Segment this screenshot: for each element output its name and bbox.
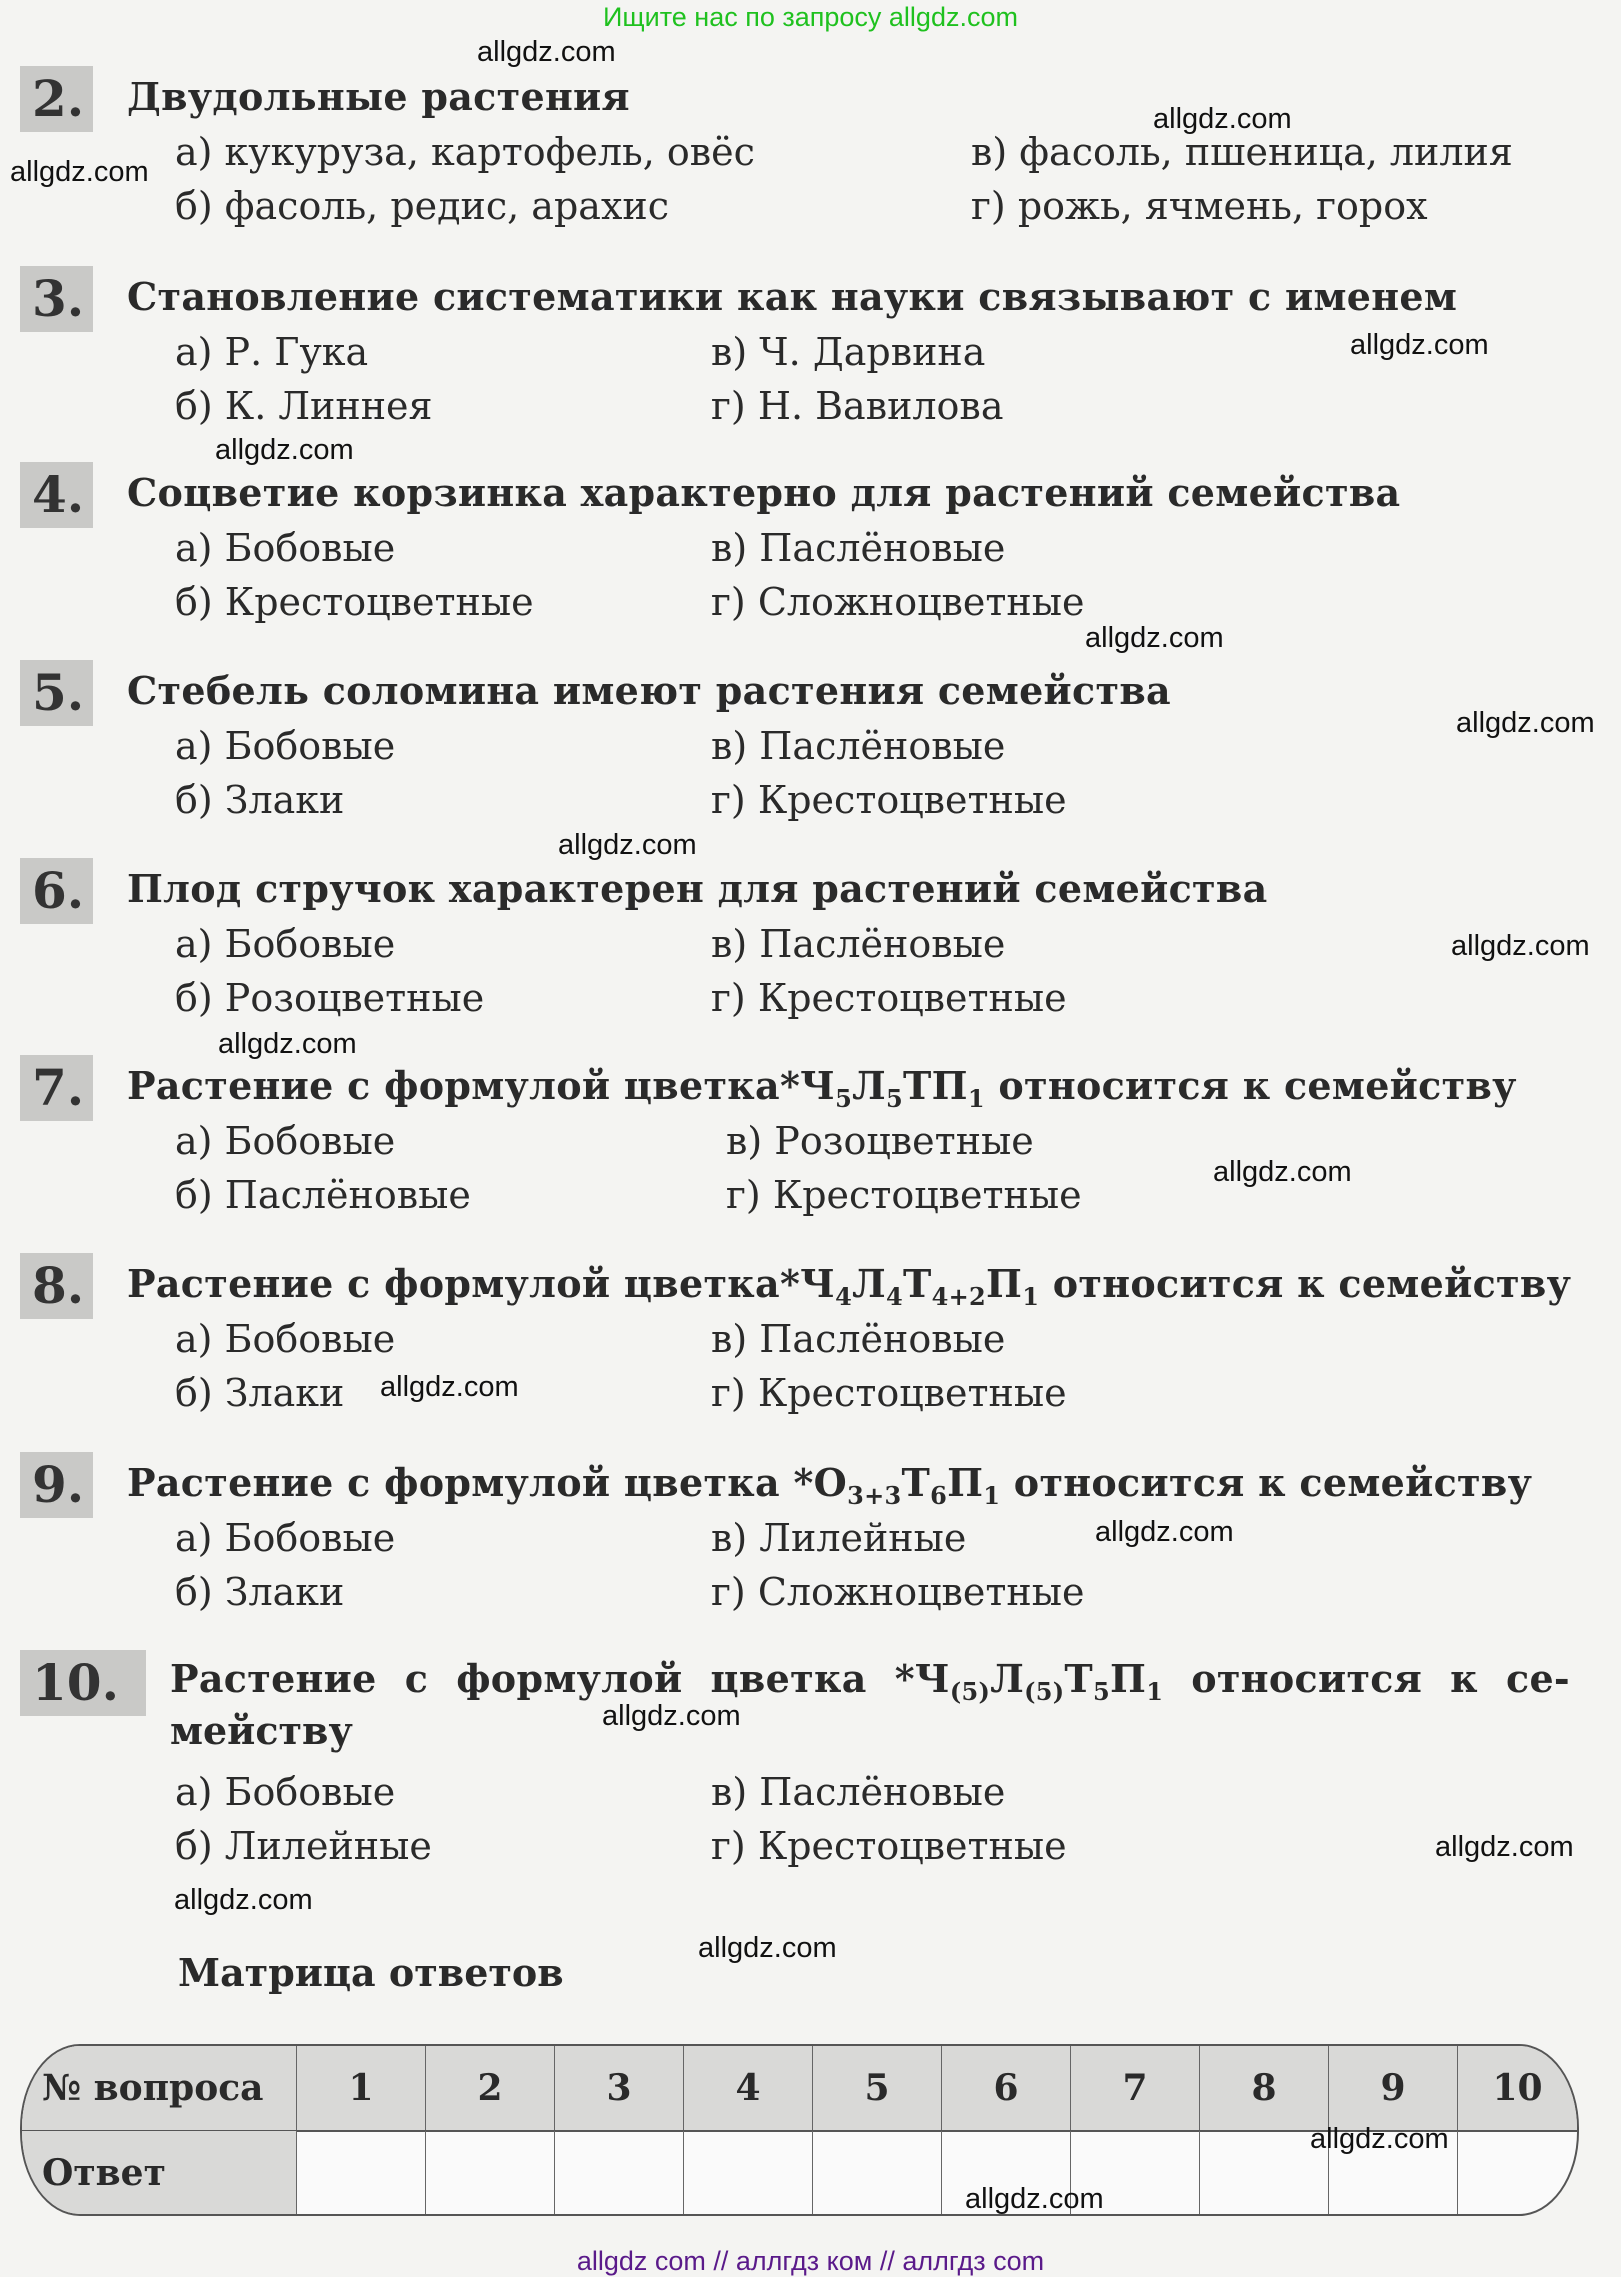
answer-option[interactable]: б) Крестоцветные [175,580,534,624]
formula-symbol: Л [852,1063,887,1108]
watermark-text[interactable]: allgdz.com [1350,329,1489,361]
question-stem: Двудольные растения [127,74,630,119]
question-number: 10. [20,1650,146,1716]
formula-subscript: 1 [1146,1677,1164,1706]
question-number: 4. [20,462,93,528]
question-number: 2. [20,66,93,132]
watermark-text[interactable]: allgdz.com [1095,1516,1234,1548]
question-stem: Стебель соломина имеют растения семейства [127,668,1171,713]
watermark-text[interactable]: allgdz.com [215,434,354,466]
answer-cell[interactable] [426,2131,555,2215]
formula-subscript: (5) [1024,1677,1065,1706]
formula-symbol: П [947,1460,984,1505]
answer-option[interactable]: а) Бобовые [175,526,396,570]
question-tail: относится к семейству [984,1063,1517,1108]
watermark-text[interactable]: allgdz.com [1435,1831,1574,1863]
formula-symbol: Т [901,1460,931,1505]
formula-subscript: (5) [949,1677,991,1706]
formula-subscript: 5 [886,1084,904,1113]
footer-links[interactable]: allgdz com // аллгдз ком // аллгдз com [576,2246,1045,2276]
answer-option[interactable]: г) Крестоцветные [711,1824,1067,1868]
formula-symbol: П [1110,1656,1147,1701]
question-number-cell: 3 [555,2046,684,2130]
question-stem: Растение с формулой цветка* [127,1261,801,1306]
formula-subscript: 6 [930,1481,948,1510]
answer-option[interactable]: а) Бобовые [175,1119,396,1163]
answer-cell[interactable] [1458,2131,1577,2215]
question-tail: относится к се- [1163,1656,1570,1701]
question-stem: Растение с формулой цветка * [127,1460,814,1505]
formula-symbol: Л [852,1261,887,1306]
watermark-text[interactable]: allgdz.com [380,1371,519,1403]
row-header-label: № вопроса [22,2046,297,2130]
formula-symbol: Ч [800,1261,836,1306]
question-text [127,470,1400,515]
formula-subscript: 3+3 [847,1481,902,1510]
answer-option[interactable]: б) Лилейные [175,1824,432,1868]
answer-option[interactable]: в) Паслёновые [711,922,1006,966]
formula-symbol: О [813,1460,848,1505]
formula-subscript: 1 [983,1481,1001,1510]
answer-option[interactable]: б) К. Линнея [175,384,433,428]
answer-option[interactable]: б) Злаки [175,1371,345,1415]
question-number-cell: 9 [1329,2046,1458,2130]
answer-option[interactable]: в) Лилейные [711,1516,967,1560]
answer-cell[interactable] [555,2131,684,2215]
watermark-text[interactable]: allgdz.com [698,1932,837,1964]
answer-cell[interactable] [813,2131,942,2215]
formula-symbol: Ч [914,1656,950,1701]
watermark-text[interactable]: allgdz.com [1153,103,1292,135]
answer-option[interactable]: г) Крестоцветные [726,1173,1082,1217]
answer-option[interactable]: б) Розоцветные [175,976,485,1020]
watermark-text[interactable]: allgdz.com [1456,707,1595,739]
answer-option[interactable]: г) рожь, ячмень, горох [971,184,1428,228]
question-number-cell: 4 [684,2046,813,2130]
formula-symbol: Ч [800,1063,836,1108]
question-text [170,1652,1570,1706]
question-text [127,866,1268,911]
watermark-text[interactable]: allgdz.com [602,1700,741,1732]
answer-option[interactable]: а) Бобовые [175,1770,396,1814]
watermark-text[interactable]: allgdz.com [1213,1156,1352,1188]
answer-option[interactable]: а) Бобовые [175,1516,396,1560]
watermark-text[interactable]: allgdz.com [477,36,616,68]
answer-option[interactable]: а) Р. Гука [175,330,369,374]
answer-option[interactable]: в) Паслёновые [711,1770,1006,1814]
watermark-text[interactable]: allgdz.com [1451,930,1590,962]
question-text [127,668,1171,713]
question-number-cell: 8 [1200,2046,1329,2130]
question-tail: относится к семейству [1000,1460,1533,1505]
answer-option[interactable]: в) Паслёновые [711,1317,1006,1361]
formula-symbol: П [986,1261,1023,1306]
formula-subscript: 4 [835,1282,853,1311]
answer-option[interactable]: б) фасоль, редис, арахис [175,184,669,228]
answer-option[interactable]: в) фасоль, пшеница, лилия [971,130,1513,174]
formula-symbol: Т [903,1063,932,1108]
answer-option[interactable]: г) Крестоцветные [711,976,1067,1020]
top-banner[interactable]: Ищите нас по запросу allgdz.com [603,2,1018,32]
watermark-text[interactable]: allgdz.com [1310,2123,1449,2155]
answer-cell[interactable] [297,2131,426,2215]
formula-symbol: Т [1064,1656,1093,1701]
answer-option[interactable]: б) Злаки [175,1570,345,1614]
question-text-continued: мейству [170,1708,353,1753]
formula-symbol: Л [990,1656,1025,1701]
question-text [127,1261,1572,1311]
answer-option[interactable]: а) Бобовые [175,724,396,768]
answer-option[interactable]: в) Ч. Дарвина [711,330,986,374]
question-number: 7. [20,1055,93,1121]
answer-option[interactable]: а) кукуруза, картофель, овёс [175,130,755,174]
formula-subscript: 4+2 [931,1282,987,1311]
question-stem: Растение с формулой цветка * [170,1656,915,1701]
question-stem: Соцветие корзинка характерно для растений семейства [127,470,1401,515]
question-text [127,1063,1517,1113]
question-number: 3. [20,266,93,332]
watermark-text[interactable]: allgdz.com [558,829,697,861]
question-text [127,74,630,119]
answer-option[interactable]: г) Крестоцветные [711,778,1067,822]
answer-option[interactable]: а) Бобовые [175,1317,396,1361]
question-text [127,1460,1533,1510]
answer-option[interactable]: в) Паслёновые [711,724,1006,768]
answer-label: Ответ [22,2131,297,2215]
answer-option[interactable]: в) Паслёновые [711,526,1006,570]
formula-symbol: П [931,1063,968,1108]
question-text [127,274,1457,319]
answer-option[interactable]: б) Злаки [175,778,345,822]
watermark-text[interactable]: allgdz.com [218,1028,357,1060]
matrix-title: Матрица ответов [178,1950,564,1995]
watermark-text[interactable]: allgdz.com [965,2183,1104,2215]
question-stem: Становление систематики как науки связывают с именем [127,274,1458,319]
formula-subscript: 5 [835,1084,853,1113]
formula-symbol: Т [903,1261,932,1306]
formula-subscript: 5 [1093,1677,1110,1706]
answer-option[interactable]: а) Бобовые [175,922,396,966]
answer-option[interactable]: г) Сложноцветные [711,580,1085,624]
question-number-cell: 5 [813,2046,942,2130]
question-stem: Плод стручок характерен для растений семейства [127,866,1268,911]
watermark-text[interactable]: allgdz.com [174,1884,313,1916]
question-number-cell: 7 [1071,2046,1200,2130]
answer-option[interactable]: г) Крестоцветные [711,1371,1067,1415]
question-stem: Растение с формулой цветка* [127,1063,801,1108]
question-number-cell: 2 [426,2046,555,2130]
question-number-cell: 1 [297,2046,426,2130]
watermark-text[interactable]: allgdz.com [10,156,149,188]
answer-option[interactable]: г) Сложноцветные [711,1570,1085,1614]
watermark-text[interactable]: allgdz.com [1085,622,1224,654]
question-number-cell: 6 [942,2046,1071,2130]
matrix-header-row [22,2046,1577,2132]
formula-subscript: 1 [1022,1282,1040,1311]
question-number: 9. [20,1452,93,1518]
question-number: 6. [20,858,93,924]
formula-subscript: 1 [967,1084,985,1113]
answer-option[interactable]: в) Розоцветные [726,1119,1034,1163]
answer-cell[interactable] [684,2131,813,2215]
question-tail: относится к семейству [1039,1261,1572,1306]
answer-option[interactable]: г) Н. Вавилова [711,384,1004,428]
question-number: 8. [20,1253,93,1319]
answer-option[interactable]: б) Паслёновые [175,1173,471,1217]
question-number: 5. [20,660,93,726]
formula-subscript: 4 [886,1282,904,1311]
question-number-cell: 10 [1492,2067,1543,2109]
